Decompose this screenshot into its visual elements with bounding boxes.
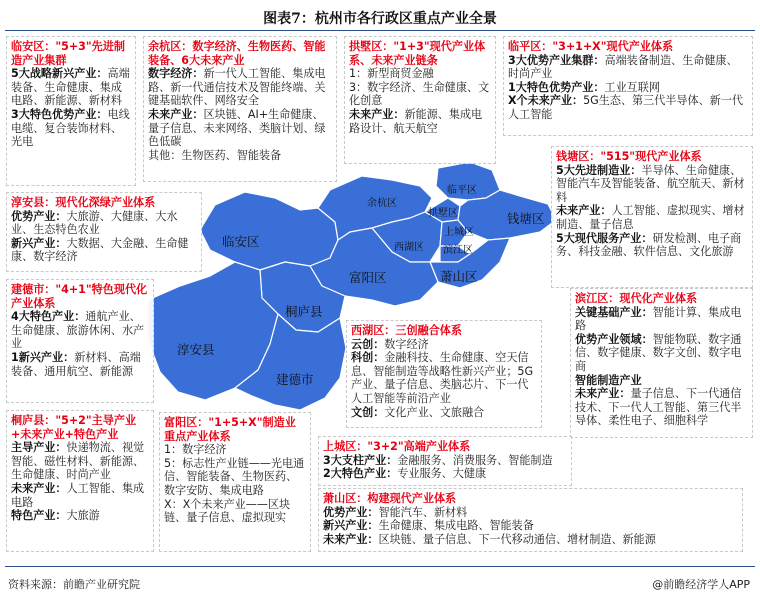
- box-line: [508, 54, 748, 81]
- line-value: 大旅游: [66, 509, 100, 523]
- line-key: 5大先进制造业：: [556, 163, 642, 177]
- map-label-xiaoshan: 萧山区: [440, 269, 478, 284]
- line-key: 4大特色产业：: [11, 310, 86, 324]
- map-label-linan: 临安区: [222, 234, 260, 249]
- box-line: [323, 506, 738, 520]
- line-value: 专业服务、大健康: [397, 467, 487, 481]
- map-label-shangcheng: 上城区: [444, 227, 474, 238]
- map-label-fuyang: 富阳区: [349, 270, 387, 285]
- box-line: [164, 498, 306, 525]
- line-key: 优势产业领域：: [575, 332, 653, 346]
- line-key: 智能制造产业: [575, 373, 642, 387]
- box-line: [351, 338, 537, 352]
- line-key: 未来产业：: [11, 481, 67, 495]
- box-line: [349, 67, 491, 81]
- map-label-linping: 临平区: [447, 185, 477, 196]
- line-value: 金融服务、消费服务、智能制造: [397, 453, 553, 467]
- box-line: [11, 482, 149, 509]
- line-value: 区块链、AI+生命健康、量子信息、未来网络、类脑计划、绿色低碳: [148, 107, 326, 149]
- box-line: [323, 519, 738, 533]
- box-line: [508, 81, 748, 95]
- region-linan: [200, 192, 338, 270]
- map-label-chunan: 淳安县: [177, 342, 215, 357]
- map-label-xihu: 西湖区: [394, 242, 424, 253]
- map-label-qiantang: 钱塘区: [507, 211, 545, 226]
- line-key: 2大特色产业：: [323, 467, 398, 481]
- line-value: 文化产业、文旅融合: [384, 405, 485, 419]
- box-line: [323, 533, 738, 547]
- line-key: 科创：: [351, 351, 385, 365]
- line-value: 智能计算、集成电路: [575, 305, 742, 333]
- box-line: [556, 232, 748, 259]
- line-key: 1大特色优势产业：: [508, 80, 605, 94]
- line-value: 新一代人工智能、集成电路、新一代通信技术及智能终端、关键基础软件、网络安全: [148, 67, 326, 108]
- line-value: 半导体、生命健康、智能汽车及智能装备、航空航天、新材料: [556, 163, 745, 204]
- box-xihu: [346, 320, 542, 428]
- map-label-binjiang: 滨江区: [443, 245, 473, 256]
- box-xiaoshan: [318, 488, 743, 552]
- line-value: 3：数字经济、生命健康、文化创意: [349, 80, 490, 108]
- box-linan: [6, 36, 136, 186]
- box-title: 建德市："4+1"特色现代化产业体系: [11, 283, 148, 310]
- line-key: 新兴产业：: [11, 236, 67, 250]
- box-title: 淳安县：现代化深绿产业体系: [11, 196, 156, 209]
- map-label-jiande: 建德市: [276, 372, 314, 387]
- box-title: 拱墅区："1+3"现代产业体系、未来产业链条: [349, 40, 486, 67]
- box-jiande: [6, 279, 154, 403]
- box-line: [11, 210, 197, 237]
- box-qiantang: [551, 146, 753, 288]
- line-key: 特色产业：: [11, 509, 67, 523]
- box-line: [575, 333, 748, 374]
- box-title: 上城区："3+2"高端产业体系: [323, 440, 471, 453]
- line-key: 优势产业：: [323, 505, 379, 519]
- box-line: [323, 467, 567, 481]
- line-value: 1：新型商贸金融: [349, 67, 434, 81]
- box-line: [11, 509, 149, 523]
- line-value: 1：数字经济: [164, 443, 227, 457]
- box-line: [11, 310, 149, 351]
- line-value: X：X个未来产业——区块链、量子信息、虚拟现实: [164, 497, 291, 525]
- box-shangcheng: [318, 436, 572, 486]
- box-yuhang: [143, 36, 337, 182]
- line-value: 区块链、量子信息、下一代移动通信、增材制造、新能源: [378, 532, 656, 546]
- line-value: 5G生态、第三代半导体、新一代人工智能: [508, 94, 743, 121]
- box-line: [11, 237, 197, 264]
- line-key: 未来产业：: [323, 532, 379, 546]
- box-line: [556, 164, 748, 205]
- box-line: [11, 351, 149, 378]
- box-line: [148, 67, 332, 108]
- line-value: 通航产业、生命健康、旅游休闲、水产业: [11, 310, 145, 351]
- line-value: 其他：生物医药、智能装备: [148, 148, 282, 162]
- line-key: 新兴产业：: [323, 519, 379, 533]
- box-fuyang: [159, 412, 311, 552]
- box-line: [349, 81, 491, 108]
- line-value: 生命健康、集成电路、智能装备: [378, 519, 534, 533]
- box-line: [11, 441, 149, 482]
- box-line: [164, 443, 306, 457]
- line-key: 数字经济：: [148, 67, 204, 81]
- box-line: [148, 149, 332, 163]
- map-label-yuhang: 余杭区: [367, 198, 397, 209]
- line-value: 量子信息、下一代通信技术、下一代人工智能、第三代半导体、柔性电子、细胞科学: [575, 387, 742, 428]
- line-value: 数字经济: [384, 337, 429, 351]
- line-value: 智能物联、数字通信、数字健康、数字文创、数字电商: [575, 332, 742, 373]
- box-title: 临安区："5+3"先进制造产业集群: [11, 40, 125, 67]
- box-title: 临平区："3+1+X"现代产业体系: [508, 40, 674, 53]
- line-key: 未来产业：: [148, 107, 204, 121]
- box-title: 桐庐县："5+2"主导产业+未来产业+特色产业: [11, 414, 137, 441]
- line-key: 1新兴产业：: [11, 350, 75, 364]
- box-line: [575, 306, 748, 333]
- box-line: [148, 108, 332, 149]
- line-value: 新能源、集成电路设计、航天航空: [349, 107, 483, 135]
- box-tonglu: [6, 410, 154, 552]
- box-gongshu: [344, 36, 496, 164]
- line-value: 研发检测、电子商务、科技金融、软件信息、文化旅游: [556, 231, 742, 259]
- line-value: 智能汽车、新材料: [378, 505, 468, 519]
- line-key: 3大优势产业集群：: [508, 53, 605, 67]
- page-title: 图表7：杭州市各行政区重点产业全景: [263, 11, 497, 27]
- map-label-tonglu: 桐庐县: [285, 304, 323, 319]
- box-chunan: [6, 192, 202, 272]
- box-title: 滨江区：现代化产业体系: [575, 292, 698, 305]
- line-value: 人工智能、虚拟现实、增材制造、量子信息: [556, 204, 745, 231]
- line-key: 3大特色优势产业：: [11, 107, 108, 121]
- box-title: 余杭区：数字经济、生物医药、智能装备、6大未来产业: [148, 40, 326, 67]
- map-label-gongshu: 拱墅区: [428, 208, 458, 219]
- line-key: 未来产业：: [349, 107, 405, 121]
- box-line: [575, 387, 748, 428]
- line-value: 高端装备、生命健康、集成电路、新能源、新材料: [11, 67, 130, 108]
- line-value: 新材料、高端装备、通用航空、新能源: [11, 350, 141, 378]
- line-value: 电线电缆、复合装饰材料、光电: [11, 107, 130, 149]
- box-line: [349, 108, 491, 135]
- line-value: 高端装备制造、生命健康、时尚产业: [508, 53, 738, 81]
- box-title: 钱塘区："515"现代产业体系: [556, 150, 702, 163]
- box-line: [323, 454, 567, 468]
- line-key: 云创：: [351, 337, 385, 351]
- line-key: 未来产业：: [575, 387, 631, 401]
- line-key: 主导产业：: [11, 441, 67, 455]
- source-note: 资料来源：前瞻产业研究院: [8, 578, 140, 591]
- line-value: 大旅游、大健康、大水业、生态特色农业: [11, 209, 178, 237]
- box-line: [508, 94, 748, 121]
- line-value: 快递物流、视觉智能、磁性材料、新能源、生命健康、时尚产业: [11, 441, 145, 482]
- line-value: 大数据、大金融、生命健康、数字经济: [11, 236, 189, 264]
- box-title: 富阳区："1+5+X"制造业重点产业体系: [164, 416, 296, 443]
- box-line: [351, 351, 537, 405]
- box-line: [575, 374, 748, 388]
- line-key: 5大现代服务产业：: [556, 231, 653, 245]
- box-line: [11, 67, 131, 108]
- line-value: 人工智能、集成电路: [11, 481, 145, 509]
- brand-note: @前瞻经济学人APP: [652, 578, 750, 591]
- footer-rule: [5, 566, 755, 567]
- box-line: [351, 406, 537, 420]
- line-key: X个未来产业：: [508, 94, 584, 108]
- line-key: 优势产业：: [11, 209, 67, 223]
- line-key: 未来产业：: [556, 204, 612, 218]
- line-key: 关键基础产业：: [575, 305, 653, 319]
- line-value: 5：标志性产业链——光电通信、智能装备、生物医药、数字安防、集成电路: [164, 456, 305, 497]
- line-key: 文创：: [351, 405, 385, 419]
- box-linping: [503, 36, 753, 136]
- box-line: [556, 204, 748, 231]
- line-value: 金融科技、生命健康、空天信息、智能制造等战略性新兴产业；5G产业、量子信息、类脑芯片、下一代人工智能等前沿产业: [351, 351, 534, 405]
- box-binjiang: [570, 288, 753, 438]
- line-key: 5大战略新兴产业：: [11, 67, 108, 81]
- box-line: [164, 457, 306, 498]
- box-title: 萧山区：构建现代产业体系: [323, 492, 457, 505]
- box-line: [11, 108, 131, 149]
- line-key: 3大支柱产业：: [323, 453, 398, 467]
- box-title: 西湖区：三创融合体系: [351, 324, 462, 337]
- line-value: 工业互联网: [604, 80, 660, 94]
